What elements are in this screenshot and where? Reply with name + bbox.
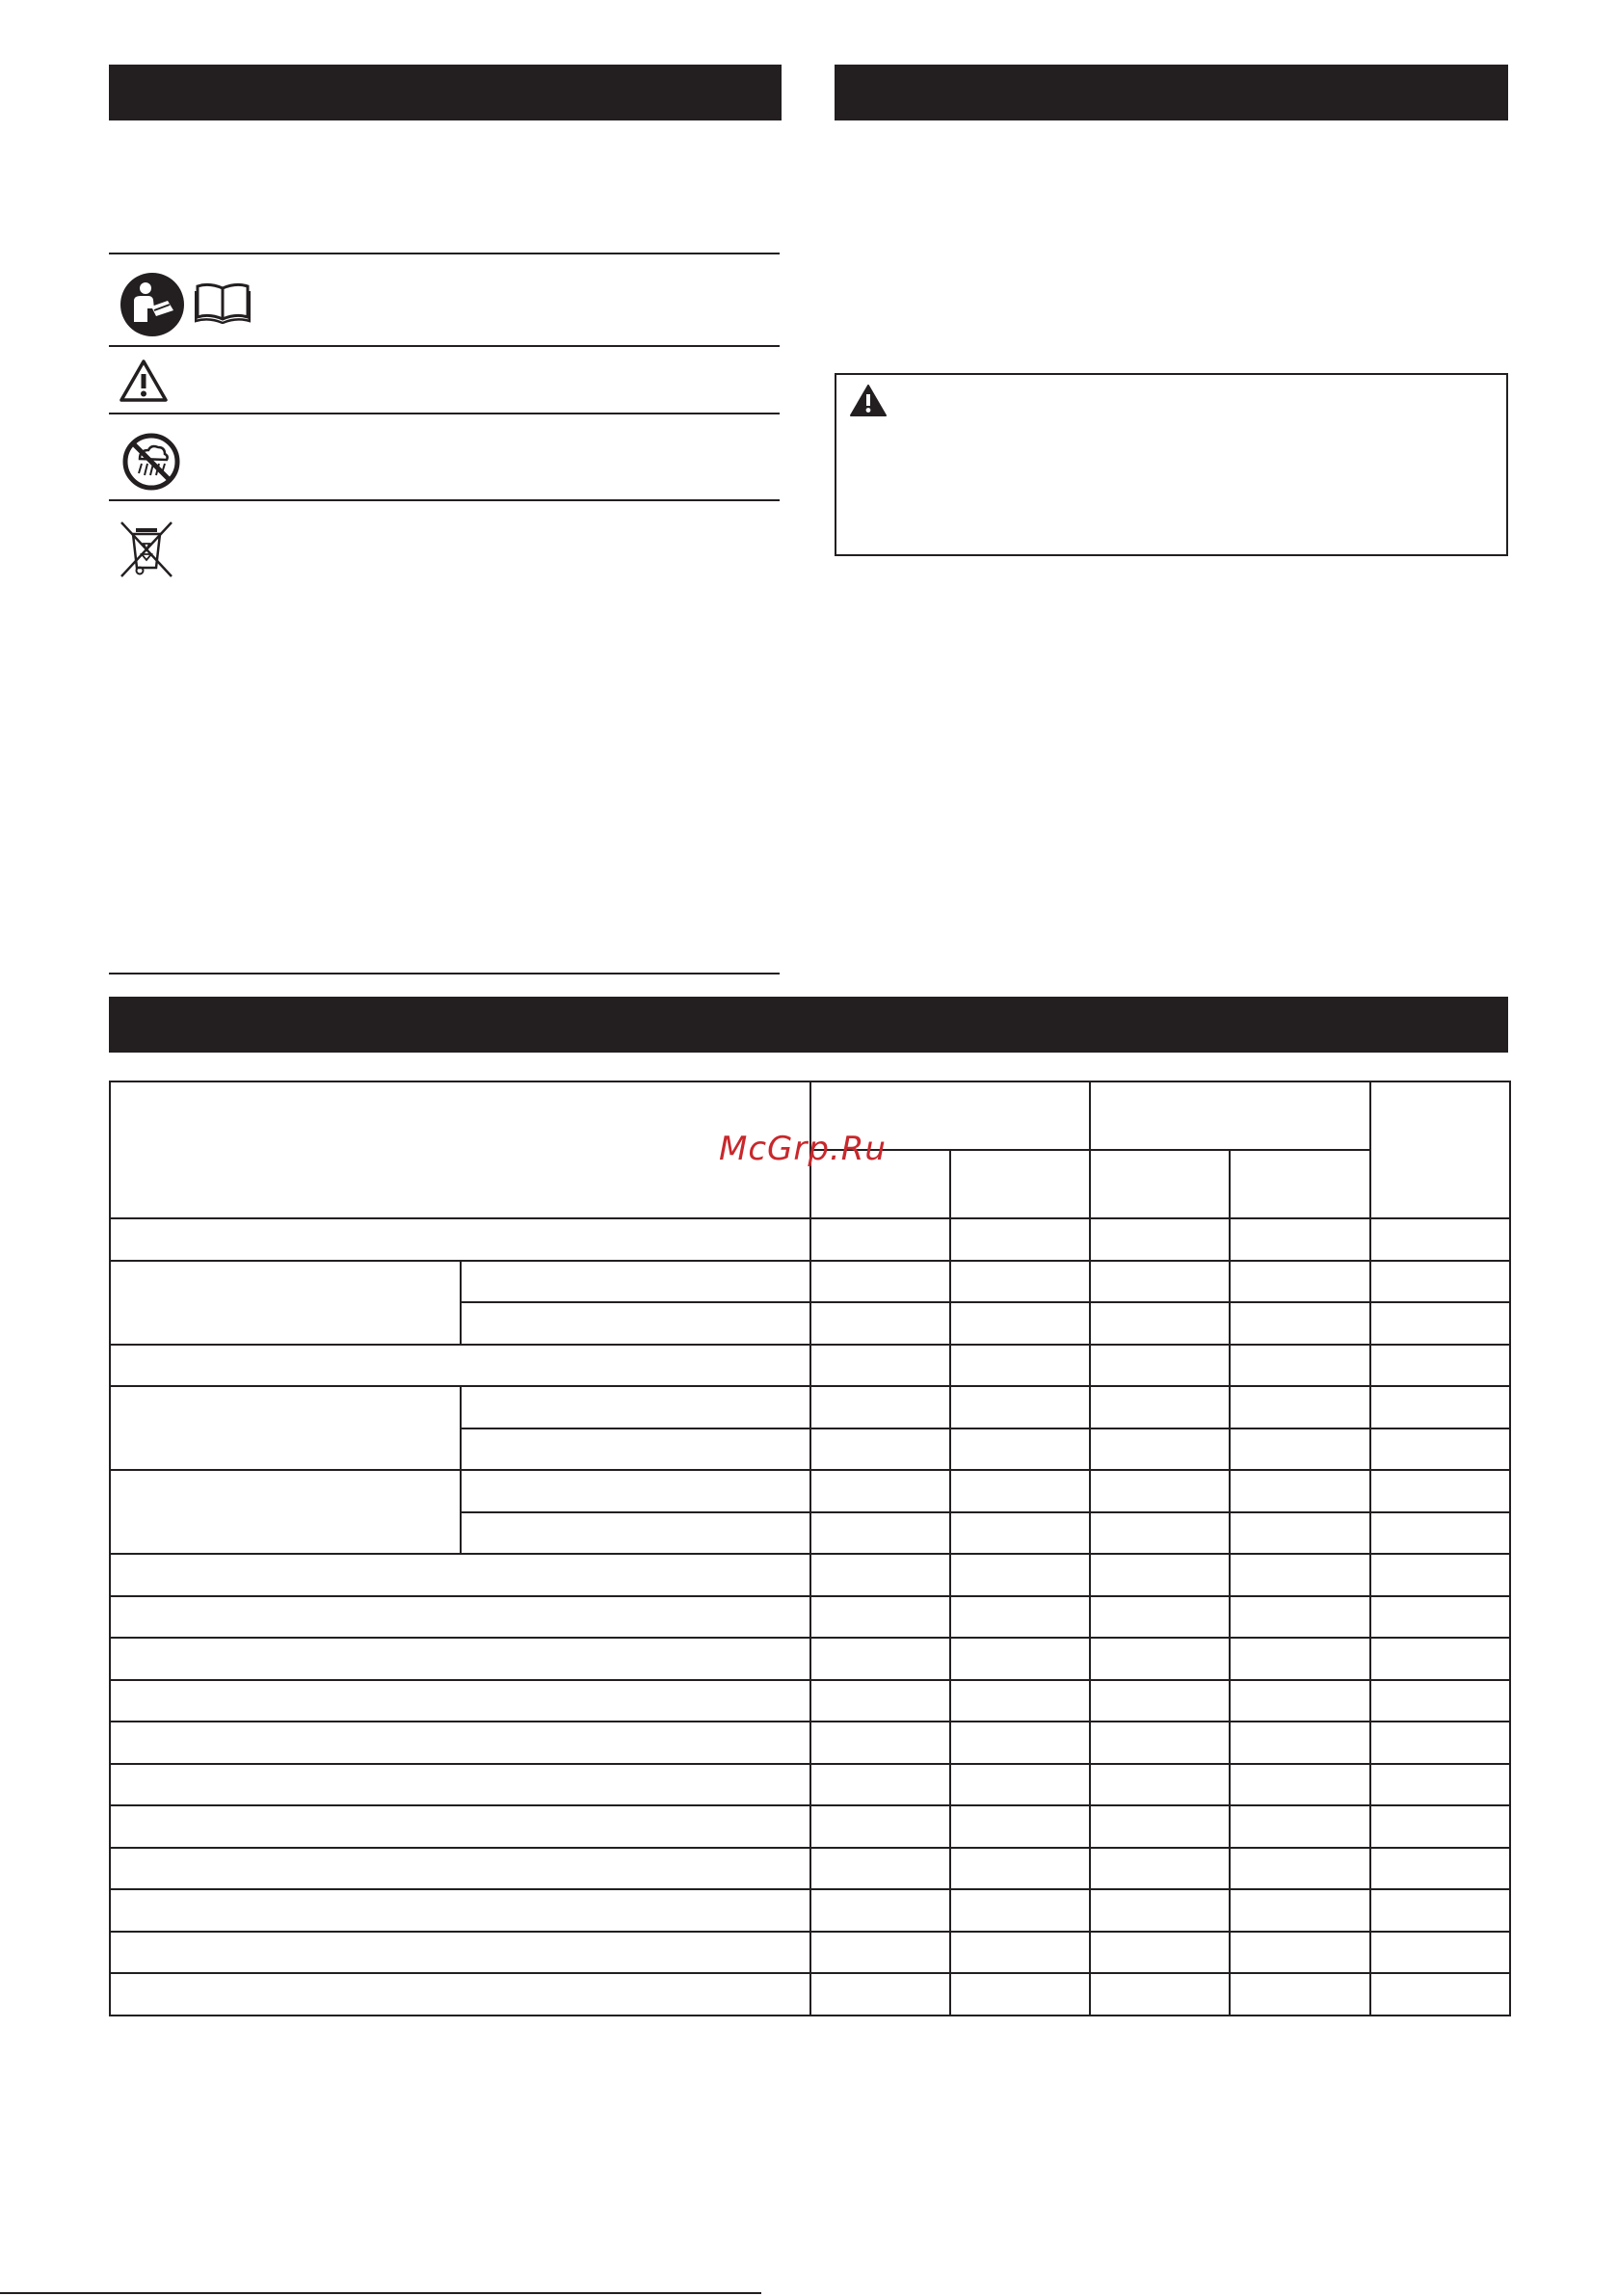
table-row: [110, 1554, 1510, 1596]
table-cell: [950, 1302, 1090, 1345]
table-cell: [110, 1345, 810, 1387]
table-cell: [110, 1722, 810, 1764]
table-cell: [110, 1764, 810, 1806]
section-header-bar-left: [109, 65, 782, 120]
table-cell: [1370, 1386, 1510, 1428]
header-cell: [1370, 1081, 1510, 1218]
table-cell: [461, 1386, 810, 1428]
table-cell: [1090, 1218, 1230, 1261]
section-header-bar-right: [835, 65, 1508, 120]
table-cell: [1090, 1973, 1230, 2016]
specifications-table: [109, 1081, 1511, 2016]
table-cell: [1370, 1722, 1510, 1764]
table-row: [110, 1596, 1510, 1639]
table-cell: [461, 1428, 810, 1471]
table-cell: [461, 1470, 810, 1512]
table-cell: [461, 1261, 810, 1303]
table-cell: [810, 1302, 950, 1345]
table-cell: [1370, 1889, 1510, 1932]
table-cell: [810, 1973, 950, 2016]
table-row: [110, 1889, 1510, 1932]
table-cell: [950, 1596, 1090, 1639]
table-cell: [810, 1638, 950, 1680]
table-cell: [810, 1932, 950, 1974]
symbols-rule-bottom: [109, 973, 780, 974]
crossed-bin-icon: [119, 520, 174, 579]
table-cell: [810, 1848, 950, 1890]
table-cell: [950, 1218, 1090, 1261]
table-cell: [1090, 1554, 1230, 1596]
table-cell: [950, 1973, 1090, 2016]
table-cell: [810, 1345, 950, 1387]
table-cell: [1370, 1261, 1510, 1303]
table-row: [110, 1638, 1510, 1680]
table-cell: [1230, 1554, 1370, 1596]
table-cell: [110, 1386, 461, 1470]
table-cell: [1370, 1932, 1510, 1974]
warning-box: [835, 373, 1508, 556]
table-row: [110, 1932, 1510, 1974]
table-cell: [110, 1261, 461, 1345]
table-cell: [1230, 1470, 1370, 1512]
header-cell: [950, 1150, 1090, 1218]
table-cell: [1090, 1261, 1230, 1303]
table-cell: [810, 1261, 950, 1303]
table-cell: [1090, 1722, 1230, 1764]
table-cell: [1370, 1512, 1510, 1555]
table-row: [110, 1680, 1510, 1722]
table-cell: [810, 1680, 950, 1722]
table-cell: [1230, 1512, 1370, 1555]
table-cell: [950, 1722, 1090, 1764]
header-cell: [1090, 1081, 1370, 1150]
open-book-icon: [195, 281, 251, 324]
table-cell: [1090, 1470, 1230, 1512]
table-cell: [1230, 1428, 1370, 1471]
table-row: [110, 1722, 1510, 1764]
table-cell: [950, 1512, 1090, 1555]
table-cell: [110, 1554, 810, 1596]
table-cell: [1370, 1973, 1510, 2016]
table-row: [110, 1345, 1510, 1387]
table-cell: [810, 1470, 950, 1512]
table-cell: [810, 1889, 950, 1932]
table-cell: [950, 1345, 1090, 1387]
table-cell: [950, 1848, 1090, 1890]
table-cell: [1370, 1805, 1510, 1848]
table-cell: [950, 1261, 1090, 1303]
table-cell: [1370, 1596, 1510, 1639]
table-cell: [1370, 1848, 1510, 1890]
table-cell: [1230, 1889, 1370, 1932]
table-cell: [1230, 1680, 1370, 1722]
table-cell: [1230, 1218, 1370, 1261]
watermark-text: McGrp.Ru: [719, 1130, 887, 1168]
table-cell: [110, 1932, 810, 1974]
table-cell: [1090, 1302, 1230, 1345]
table-row: [110, 1805, 1510, 1848]
table-row: [110, 1386, 1510, 1428]
table-cell: [461, 1302, 810, 1345]
table-cell: [950, 1386, 1090, 1428]
table-row: [110, 1470, 1510, 1512]
table-row: [110, 1848, 1510, 1890]
table-cell: [810, 1512, 950, 1555]
header-cell: [1090, 1150, 1230, 1218]
table-cell: [1230, 1932, 1370, 1974]
table-cell: [810, 1218, 950, 1261]
table-cell: [1230, 1345, 1370, 1387]
table-row: [110, 1218, 1510, 1261]
table-cell: [1370, 1680, 1510, 1722]
table-cell: [810, 1554, 950, 1596]
table-cell: [950, 1764, 1090, 1806]
symbols-rule-3: [109, 499, 780, 501]
table-cell: [110, 1470, 461, 1554]
table-cell: [950, 1638, 1090, 1680]
footer-rule: [0, 2292, 761, 2294]
table-cell: [1230, 1638, 1370, 1680]
header-cell: [110, 1081, 810, 1218]
table-cell: [1370, 1470, 1510, 1512]
table-cell: [1090, 1805, 1230, 1848]
table-cell: [1230, 1805, 1370, 1848]
table-cell: [1090, 1680, 1230, 1722]
table-cell: [110, 1680, 810, 1722]
table-cell: [950, 1428, 1090, 1471]
specifications-header-bar: [109, 997, 1508, 1053]
table-cell: [810, 1764, 950, 1806]
table-cell: [950, 1554, 1090, 1596]
table-cell: [1090, 1889, 1230, 1932]
table-cell: [1230, 1764, 1370, 1806]
table-cell: [110, 1218, 810, 1261]
symbols-rule-2: [109, 413, 780, 414]
table-cell: [1370, 1764, 1510, 1806]
table-cell: [1370, 1302, 1510, 1345]
table-cell: [1090, 1386, 1230, 1428]
read-manual-person-icon: [119, 272, 185, 337]
table-cell: [1230, 1973, 1370, 2016]
table-cell: [110, 1596, 810, 1639]
table-cell: [110, 1848, 810, 1890]
table-cell: [950, 1932, 1090, 1974]
table-cell: [110, 1638, 810, 1680]
table-cell: [1370, 1638, 1510, 1680]
caution-triangle-icon: [119, 359, 169, 403]
table-cell: [461, 1512, 810, 1555]
table-row: [110, 1261, 1510, 1303]
table-cell: [810, 1722, 950, 1764]
table-cell: [1230, 1386, 1370, 1428]
table-cell: [110, 1805, 810, 1848]
table-cell: [1090, 1428, 1230, 1471]
table-cell: [1370, 1345, 1510, 1387]
table-row: [110, 1973, 1510, 2016]
table-cell: [810, 1596, 950, 1639]
table-cell: [1090, 1638, 1230, 1680]
table-cell: [1230, 1302, 1370, 1345]
table-cell: [1230, 1261, 1370, 1303]
table-cell: [1230, 1848, 1370, 1890]
symbols-rule-1: [109, 345, 780, 347]
table-cell: [1090, 1596, 1230, 1639]
table-cell: [950, 1470, 1090, 1512]
table-cell: [1090, 1848, 1230, 1890]
table-cell: [1370, 1218, 1510, 1261]
table-cell: [950, 1680, 1090, 1722]
table-cell: [810, 1428, 950, 1471]
table-row: [110, 1764, 1510, 1806]
symbols-rule-top: [109, 253, 780, 254]
table-cell: [1370, 1428, 1510, 1471]
table-cell: [1090, 1345, 1230, 1387]
warning-triangle-icon: [850, 385, 887, 417]
table-cell: [1230, 1596, 1370, 1639]
table-cell: [810, 1386, 950, 1428]
no-rain-icon: [122, 433, 180, 491]
table-cell: [1370, 1554, 1510, 1596]
table-cell: [1090, 1764, 1230, 1806]
table-cell: [110, 1973, 810, 2016]
header-cell: [1230, 1150, 1370, 1218]
table-cell: [110, 1889, 810, 1932]
table-cell: [1090, 1932, 1230, 1974]
table-cell: [950, 1889, 1090, 1932]
table-cell: [950, 1805, 1090, 1848]
table-cell: [1230, 1722, 1370, 1764]
table-cell: [1090, 1512, 1230, 1555]
table-cell: [810, 1805, 950, 1848]
